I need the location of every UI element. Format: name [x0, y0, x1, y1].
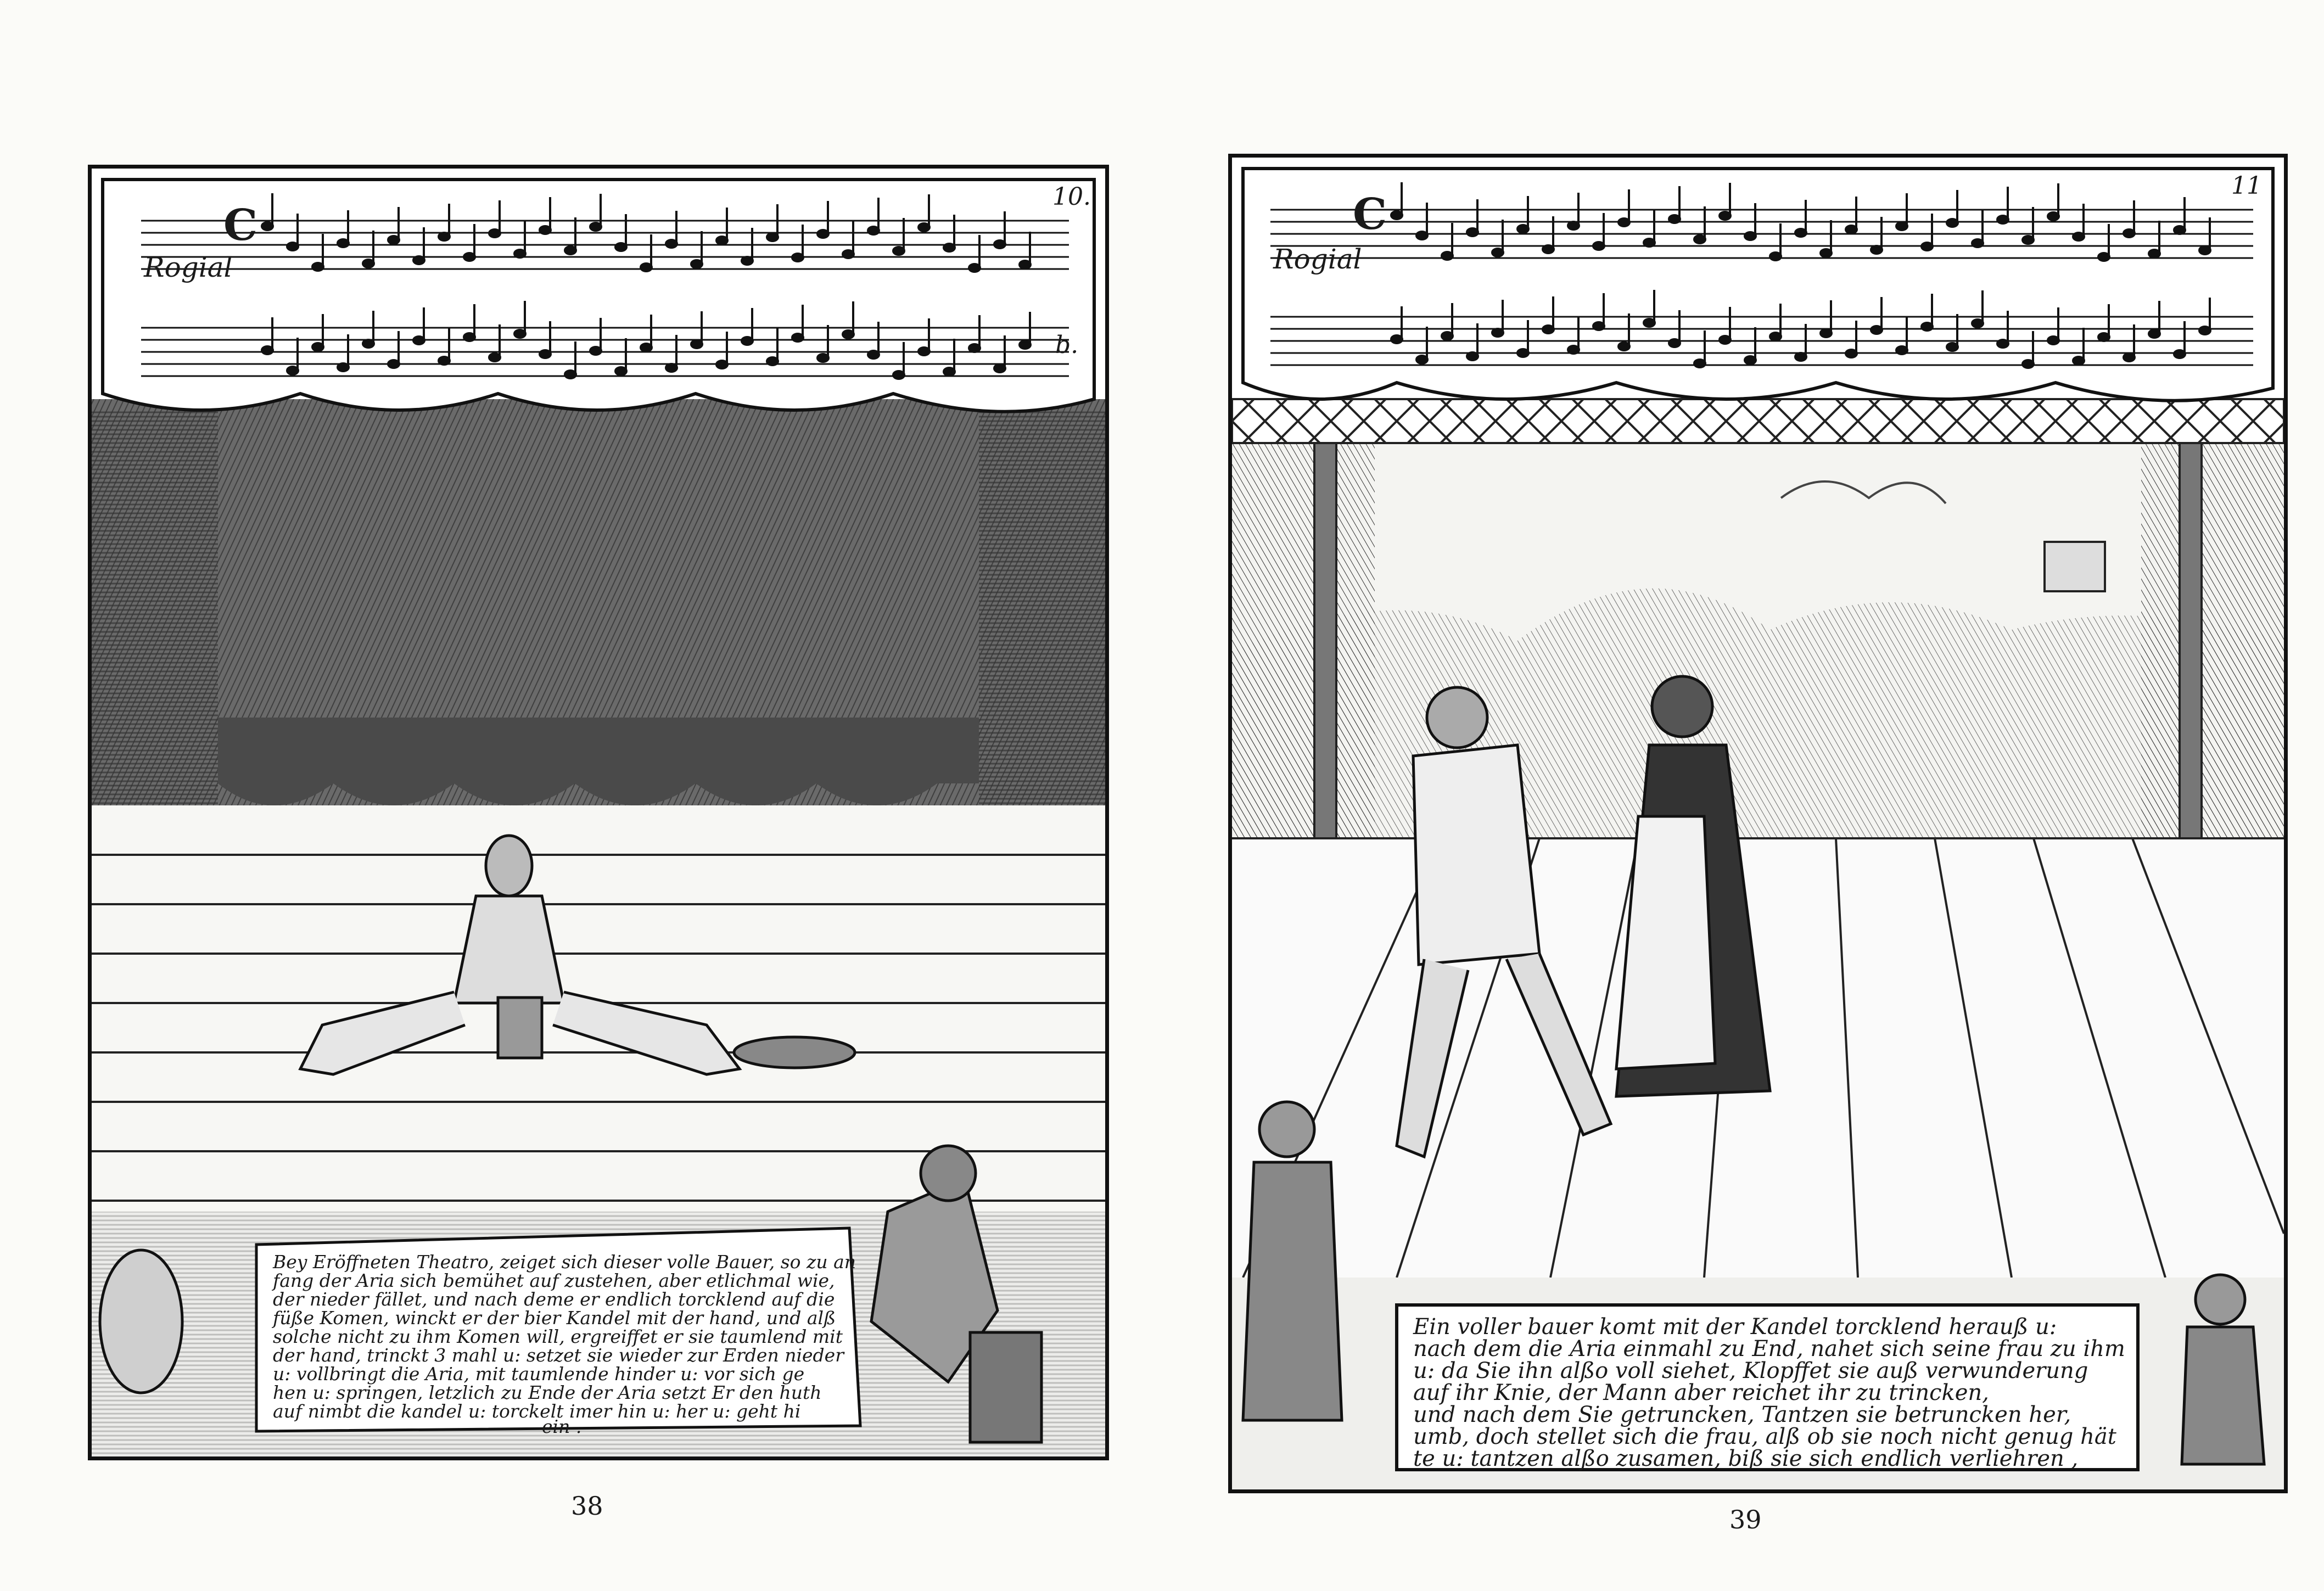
voice-label: Rogial: [144, 251, 233, 283]
caption-line: der hand, trinckt 3 mahl u: setzet sie wieder zur Erden nieder: [273, 1344, 844, 1366]
staff-number: 11: [2231, 172, 2262, 200]
meter-sign: C: [223, 200, 258, 250]
barrel: [100, 1250, 182, 1393]
caption-line: solche nicht zu ihm Komen will, ergreiffet er sie taumlend mit: [273, 1326, 843, 1347]
caption-line: Bey Eröffneten Theatro, zeiget sich dieser volle Bauer, so zu an: [273, 1251, 856, 1273]
beer-tankard: [498, 998, 542, 1058]
meter-sign: C: [1353, 189, 1387, 239]
voice-label: Rogial: [1273, 243, 1362, 275]
right-page: [1153, 0, 2324, 1591]
hat-on-floor: [734, 1037, 855, 1068]
page-number: 38: [571, 1491, 603, 1521]
staff-number: 10.: [1052, 183, 1091, 211]
landscape-hills: [1232, 589, 2284, 838]
caption-line: auf ihr Knie, der Mann aber reichet ihr zu trincken,: [1413, 1380, 1989, 1405]
lattice-frieze: [1232, 399, 2284, 443]
right-engraving-illustration: [1232, 158, 2284, 1489]
left-foliage: [1232, 443, 1375, 838]
left-page: [0, 0, 1153, 1591]
caption-line: auf nimbt die kandel u: torckelt imer hin u: her u: geht hi: [273, 1400, 801, 1422]
caption-line: Ein voller bauer komt mit der Kandel torcklend herauß u:: [1413, 1314, 2057, 1340]
caption-line: hen u: springen, letzlich zu Ende der Aria setzt Er den huth: [273, 1382, 822, 1403]
left-engraving-plate: [88, 165, 1109, 1460]
caption-line: ein .: [542, 1416, 582, 1437]
right-foliage: [2141, 443, 2284, 838]
caption-line: und nach dem Sie getruncken, Tantzen sie betruncken her,: [1413, 1402, 2071, 1427]
caption-line: nach dem die Aria einmahl zu End, nahet sich seine frau zu ihm: [1413, 1336, 2125, 1362]
caption-line: te u: tantzen alßo zusamen, biß sie sich endlich verliehren ,: [1413, 1446, 2079, 1471]
caption-line: u: da Sie ihn alßo voll siehet, Klopffet sie auß verwunderung: [1413, 1358, 2088, 1383]
caption-line: umb, doch stellet sich die frau, alß ob sie noch nicht genug hät: [1413, 1424, 2116, 1449]
caption-line: der nieder fället, und nach deme er endlich torcklend auf die: [273, 1289, 835, 1310]
right-engraving-plate: [1228, 154, 2288, 1493]
staff-number: b.: [1055, 331, 1079, 359]
caption-line: u: vollbringt die Aria, mit taumlende hinder u: vor sich ge: [273, 1363, 805, 1385]
caption-line: füße Komen, winckt er der bier Kandel mit der hand, und alß: [273, 1307, 836, 1329]
caption-line: fang der Aria sich bemühet auf zustehen, aber etlichmal wie,: [273, 1270, 835, 1291]
distant-chapel: [2045, 542, 2105, 591]
page-number: 39: [1729, 1505, 1762, 1534]
